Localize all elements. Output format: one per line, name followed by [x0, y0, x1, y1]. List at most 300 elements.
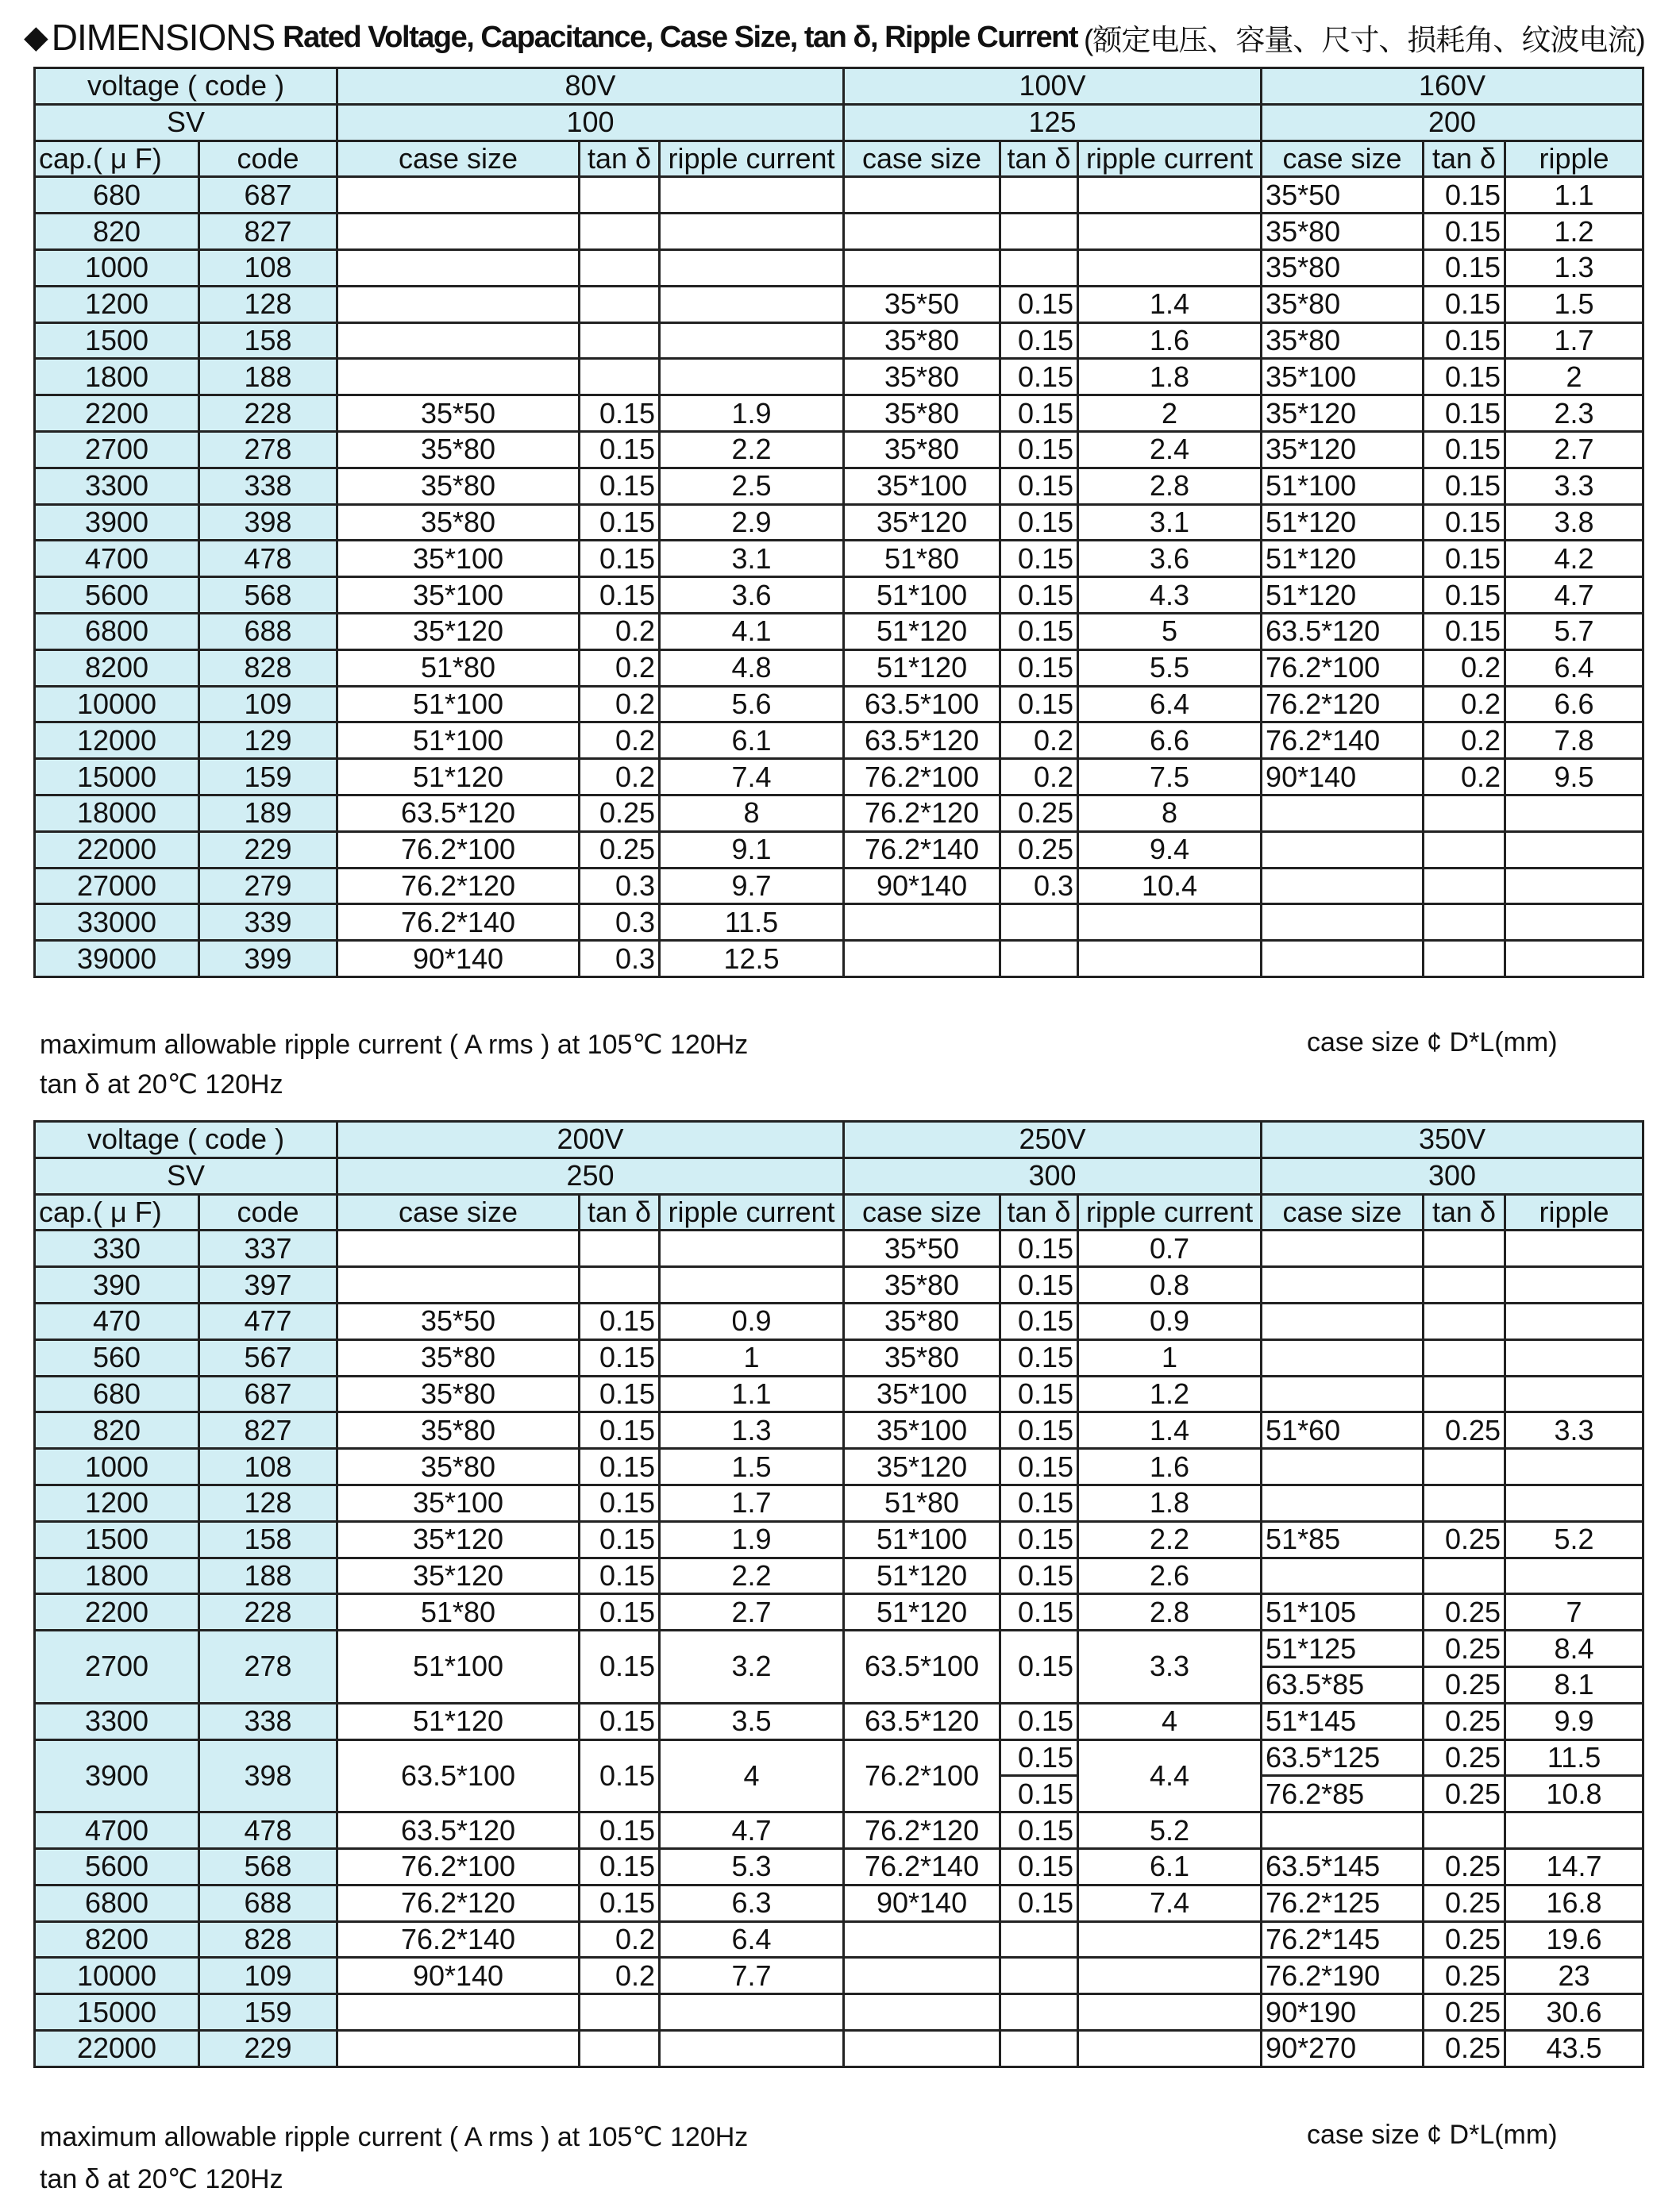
code: 567 — [199, 1339, 337, 1376]
code: 109 — [199, 686, 337, 722]
tan-c — [1424, 1558, 1505, 1594]
tan-c: 0.25 — [1424, 1848, 1505, 1885]
ripple-a: 1.1 — [660, 1376, 844, 1412]
table-row — [35, 941, 1643, 977]
ripple-a — [660, 1231, 844, 1267]
table-row — [35, 577, 1643, 614]
case-size-b: 35*80 — [844, 1303, 1000, 1339]
case-size-c — [1262, 1267, 1424, 1304]
ripple-c: 6.4 — [1505, 649, 1643, 686]
table-row — [35, 1885, 1643, 1921]
cap-label: cap.( μ F) — [35, 1194, 199, 1231]
capacitance: 5600 — [35, 577, 199, 614]
tan-b: 0.15 — [1000, 322, 1078, 359]
note-ripple-2: maximum allowable ripple current ( A rms ) at 105℃ 120Hz — [40, 2122, 749, 2152]
ripple-c: 1.3 — [1505, 249, 1643, 286]
case-size-b: 63.5*100 — [844, 686, 1000, 722]
case-size-b: 76.2*100 — [844, 759, 1000, 795]
table-row — [35, 904, 1643, 941]
case-size-a: 35*120 — [337, 1521, 580, 1558]
tan-c — [1424, 795, 1505, 831]
case-size-a — [337, 1994, 580, 2031]
ripple-b: 8 — [1078, 795, 1262, 831]
tan-a: 0.15 — [580, 1485, 660, 1521]
ripple-b: 1.8 — [1078, 1485, 1262, 1521]
table-row — [35, 831, 1643, 868]
tan-a — [580, 214, 660, 250]
tan-c — [1424, 868, 1505, 904]
case-size-b: 35*100 — [844, 1412, 1000, 1449]
ripple-c — [1505, 1376, 1643, 1412]
case-size-b: 51*120 — [844, 613, 1000, 649]
ripple-c: 4.2 — [1505, 541, 1643, 577]
tan-c: 0.25 — [1424, 2030, 1505, 2067]
tan-a: 0.2 — [580, 686, 660, 722]
ripple-c — [1505, 1303, 1643, 1339]
code: 159 — [199, 759, 337, 795]
ripple-b: 0.9 — [1078, 1303, 1262, 1339]
code: 129 — [199, 722, 337, 759]
code: 229 — [199, 831, 337, 868]
case-size-b: 51*80 — [844, 541, 1000, 577]
capacitance: 470 — [35, 1303, 199, 1339]
case-size-c: 35*100 — [1262, 359, 1424, 395]
tan-c — [1424, 1267, 1505, 1304]
tan-b — [1000, 249, 1078, 286]
ripple-c: 3.3 — [1505, 468, 1643, 504]
tan-b: 0.25 — [1000, 795, 1078, 831]
code: 279 — [199, 868, 337, 904]
tan-c: 0.25 — [1424, 1666, 1505, 1703]
tan-b: 0.15 — [1000, 1594, 1078, 1631]
tan-a — [580, 286, 660, 322]
ripple-c — [1505, 1558, 1643, 1594]
case-size-c: 35*120 — [1262, 431, 1424, 468]
ripple-a: 5.3 — [660, 1848, 844, 1885]
header-row-sv — [35, 1158, 1643, 1194]
code: 477 — [199, 1303, 337, 1339]
tan-b: 0.15 — [1000, 1558, 1078, 1594]
case-size-a: 51*100 — [337, 686, 580, 722]
ripple-c: 1.1 — [1505, 177, 1643, 214]
ripple-a: 1.9 — [660, 1521, 844, 1558]
table-row — [35, 1958, 1643, 1994]
tan-a: 0.15 — [580, 1521, 660, 1558]
tan-c: 0.25 — [1424, 1885, 1505, 1921]
column-header-8: ripple — [1505, 1194, 1643, 1231]
ripple-c: 16.8 — [1505, 1885, 1643, 1921]
ripple-a: 6.1 — [660, 722, 844, 759]
ripple-a — [660, 1267, 844, 1304]
column-header-5: ripple current — [1078, 141, 1262, 177]
ripple-b: 7.4 — [1078, 1885, 1262, 1921]
case-size-a — [337, 1267, 580, 1304]
case-size-c — [1262, 941, 1424, 977]
case-size-b: 51*120 — [844, 1594, 1000, 1631]
code: 828 — [199, 649, 337, 686]
case-size-b: 76.2*140 — [844, 831, 1000, 868]
table-row — [35, 759, 1643, 795]
case-size-b: 76.2*100 — [844, 1739, 1000, 1812]
case-size-c — [1262, 1558, 1424, 1594]
code: 108 — [199, 1449, 337, 1485]
case-size-c — [1262, 1303, 1424, 1339]
case-size-c: 35*50 — [1262, 177, 1424, 214]
tan-c: 0.15 — [1424, 249, 1505, 286]
tan-c: 0.2 — [1424, 649, 1505, 686]
note-case-size-1: case size ¢ D*L(mm) — [1307, 1027, 1558, 1057]
ripple-b: 2.6 — [1078, 1558, 1262, 1594]
ripple-b: 10.4 — [1078, 868, 1262, 904]
ripple-c — [1505, 868, 1643, 904]
code: 278 — [199, 1631, 337, 1704]
table-row — [35, 359, 1643, 395]
ripple-c: 8.4 — [1505, 1631, 1643, 1667]
case-size-c — [1262, 868, 1424, 904]
code: 158 — [199, 322, 337, 359]
tan-a: 0.15 — [580, 504, 660, 541]
capacitance: 820 — [35, 1412, 199, 1449]
ripple-b — [1078, 1958, 1262, 1994]
ripple-c — [1505, 831, 1643, 868]
tan-b: 0.15 — [1000, 1376, 1078, 1412]
case-size-c — [1262, 1231, 1424, 1267]
code: 109 — [199, 1958, 337, 1994]
capacitance: 3900 — [35, 504, 199, 541]
tan-a: 0.15 — [580, 431, 660, 468]
ripple-a: 2.2 — [660, 1558, 844, 1594]
ripple-a: 3.2 — [660, 1631, 844, 1704]
case-size-a: 35*120 — [337, 613, 580, 649]
ripple-a: 9.1 — [660, 831, 844, 868]
case-size-b: 35*80 — [844, 395, 1000, 432]
case-size-a — [337, 177, 580, 214]
capacitance: 8200 — [35, 649, 199, 686]
ripple-b: 0.8 — [1078, 1267, 1262, 1304]
ripple-c: 10.8 — [1505, 1776, 1643, 1812]
tan-c: 0.15 — [1424, 431, 1505, 468]
ripple-c: 1.5 — [1505, 286, 1643, 322]
capacitance: 10000 — [35, 686, 199, 722]
tan-a: 0.2 — [580, 613, 660, 649]
ripple-c — [1505, 1267, 1643, 1304]
ripple-c: 7 — [1505, 1594, 1643, 1631]
sv-label: SV — [35, 104, 337, 141]
table-row — [35, 541, 1643, 577]
ripple-a: 4.1 — [660, 613, 844, 649]
table-row — [35, 795, 1643, 831]
note-tan-1: tan δ at 20℃ 120Hz — [40, 1069, 283, 1100]
tan-a: 0.3 — [580, 868, 660, 904]
case-size-a — [337, 214, 580, 250]
column-header-2: ripple current — [660, 141, 844, 177]
tan-a: 0.2 — [580, 1958, 660, 1994]
case-size-b — [844, 1921, 1000, 1958]
tan-a: 0.15 — [580, 1848, 660, 1885]
tan-a — [580, 1267, 660, 1304]
column-header-1: tan δ — [580, 1194, 660, 1231]
ripple-c: 11.5 — [1505, 1739, 1643, 1776]
capacitance: 3300 — [35, 1703, 199, 1739]
capacitance: 1500 — [35, 322, 199, 359]
capacitance: 4700 — [35, 541, 199, 577]
case-size-a: 35*120 — [337, 1558, 580, 1594]
ripple-c: 2.3 — [1505, 395, 1643, 432]
capacitance: 560 — [35, 1339, 199, 1376]
voltage-label: voltage ( code ) — [35, 68, 337, 105]
code: 188 — [199, 1558, 337, 1594]
tan-b: 0.15 — [1000, 395, 1078, 432]
case-size-a: 35*50 — [337, 395, 580, 432]
case-size-b: 51*100 — [844, 1521, 1000, 1558]
tan-a: 0.15 — [580, 577, 660, 614]
tan-c: 0.25 — [1424, 1921, 1505, 1958]
tan-b — [1000, 177, 1078, 214]
tan-b: 0.15 — [1000, 359, 1078, 395]
case-size-a: 35*80 — [337, 1376, 580, 1412]
ripple-c — [1505, 904, 1643, 941]
ripple-a — [660, 249, 844, 286]
case-size-a: 35*100 — [337, 541, 580, 577]
tan-c: 0.25 — [1424, 1412, 1505, 1449]
table-row — [35, 722, 1643, 759]
case-size-a: 90*140 — [337, 1958, 580, 1994]
tan-b: 0.15 — [1000, 1231, 1078, 1267]
case-size-b: 35*100 — [844, 468, 1000, 504]
code: 687 — [199, 1376, 337, 1412]
ripple-b — [1078, 941, 1262, 977]
tan-c — [1424, 831, 1505, 868]
ripple-a: 4 — [660, 1739, 844, 1812]
table-row — [35, 1594, 1643, 1631]
ripple-a: 4.8 — [660, 649, 844, 686]
tan-b: 0.15 — [1000, 1812, 1078, 1849]
case-size-a: 35*80 — [337, 1412, 580, 1449]
case-size-b: 35*100 — [844, 1376, 1000, 1412]
case-size-a — [337, 322, 580, 359]
ripple-c: 19.6 — [1505, 1921, 1643, 1958]
note-tan-2: tan δ at 20℃ 120Hz — [40, 2164, 283, 2194]
column-header-8: ripple — [1505, 141, 1643, 177]
tan-c: 0.15 — [1424, 395, 1505, 432]
case-size-b: 51*120 — [844, 1558, 1000, 1594]
table-row — [35, 1412, 1643, 1449]
tan-a: 0.2 — [580, 1921, 660, 1958]
ripple-c: 23 — [1505, 1958, 1643, 1994]
tan-b: 0.15 — [1000, 431, 1078, 468]
tan-b: 0.15 — [1000, 541, 1078, 577]
tan-c: 0.25 — [1424, 1594, 1505, 1631]
case-size-a: 51*120 — [337, 759, 580, 795]
ripple-b: 2.4 — [1078, 431, 1262, 468]
code: 828 — [199, 1921, 337, 1958]
case-size-c: 51*125 — [1262, 1631, 1424, 1667]
case-size-c: 51*145 — [1262, 1703, 1424, 1739]
case-size-c: 63.5*120 — [1262, 613, 1424, 649]
code: 159 — [199, 1994, 337, 2031]
table-row — [35, 395, 1643, 432]
code: 827 — [199, 214, 337, 250]
table-row — [35, 1703, 1643, 1739]
case-size-c: 35*120 — [1262, 395, 1424, 432]
ripple-c — [1505, 1231, 1643, 1267]
tan-c: 0.2 — [1424, 686, 1505, 722]
ripple-c: 1.7 — [1505, 322, 1643, 359]
code: 278 — [199, 431, 337, 468]
table-row — [35, 2030, 1643, 2067]
code: 688 — [199, 613, 337, 649]
sv-1: 300 — [844, 1158, 1262, 1194]
capacitance: 820 — [35, 214, 199, 250]
ripple-a: 3.6 — [660, 577, 844, 614]
tan-c: 0.15 — [1424, 541, 1505, 577]
sv-1: 125 — [844, 104, 1262, 141]
code: 188 — [199, 359, 337, 395]
ripple-c — [1505, 795, 1643, 831]
code: 398 — [199, 504, 337, 541]
capacitance: 1200 — [35, 1485, 199, 1521]
capacitance: 1800 — [35, 1558, 199, 1594]
title-subtitle: Rated Voltage, Capacitance, Case Size, tan δ, Ripple Current — [283, 20, 1077, 54]
ripple-a: 2.7 — [660, 1594, 844, 1631]
case-size-c — [1262, 1485, 1424, 1521]
ripple-b: 1.4 — [1078, 286, 1262, 322]
ripple-b — [1078, 1921, 1262, 1958]
table-row — [35, 177, 1643, 214]
tan-b: 0.15 — [1000, 686, 1078, 722]
code: 338 — [199, 1703, 337, 1739]
case-size-b — [844, 249, 1000, 286]
ripple-c: 6.6 — [1505, 686, 1643, 722]
capacitance: 2700 — [35, 1631, 199, 1704]
tan-b: 0.3 — [1000, 868, 1078, 904]
ripple-a: 1 — [660, 1339, 844, 1376]
case-size-a: 51*100 — [337, 1631, 580, 1704]
code: 687 — [199, 177, 337, 214]
tan-c — [1424, 1485, 1505, 1521]
ripple-a: 6.3 — [660, 1885, 844, 1921]
case-size-a: 35*50 — [337, 1303, 580, 1339]
ripple-b: 6.1 — [1078, 1848, 1262, 1885]
capacitance: 5600 — [35, 1848, 199, 1885]
tan-a: 0.15 — [580, 1703, 660, 1739]
ripple-c: 1.2 — [1505, 214, 1643, 250]
table-row — [35, 1812, 1643, 1849]
case-size-a: 51*120 — [337, 1703, 580, 1739]
diamond-bullet-icon: ◆ — [24, 20, 48, 55]
column-header-7: tan δ — [1424, 1194, 1505, 1231]
tan-a — [580, 1994, 660, 2031]
case-size-c: 35*80 — [1262, 286, 1424, 322]
tan-c: 0.15 — [1424, 322, 1505, 359]
code: 688 — [199, 1885, 337, 1921]
ripple-b — [1078, 2030, 1262, 2067]
table-row — [35, 1521, 1643, 1558]
capacitance: 1000 — [35, 1449, 199, 1485]
tan-c: 0.15 — [1424, 468, 1505, 504]
header-row-voltage — [35, 1122, 1643, 1158]
tan-b: 0.15 — [1000, 577, 1078, 614]
case-size-a: 76.2*120 — [337, 868, 580, 904]
ripple-b: 1.8 — [1078, 359, 1262, 395]
ripple-b — [1078, 249, 1262, 286]
table-row — [35, 1994, 1643, 2031]
ripple-b: 5 — [1078, 613, 1262, 649]
code: 128 — [199, 286, 337, 322]
column-header-7: tan δ — [1424, 141, 1505, 177]
capacitance: 680 — [35, 177, 199, 214]
tan-a: 0.15 — [580, 1339, 660, 1376]
ripple-a — [660, 1994, 844, 2031]
case-size-c: 63.5*125 — [1262, 1739, 1424, 1776]
case-size-c: 76.2*85 — [1262, 1776, 1424, 1812]
ripple-c: 5.7 — [1505, 613, 1643, 649]
code: 228 — [199, 1594, 337, 1631]
case-size-c: 76.2*140 — [1262, 722, 1424, 759]
tan-a: 0.15 — [580, 468, 660, 504]
case-size-a: 76.2*100 — [337, 831, 580, 868]
capacitance: 330 — [35, 1231, 199, 1267]
header-row-columns — [35, 141, 1643, 177]
table-row — [35, 649, 1643, 686]
page-title — [24, 11, 1667, 64]
code: 228 — [199, 395, 337, 432]
column-header-4: tan δ — [1000, 141, 1078, 177]
tan-b: 0.15 — [1000, 1703, 1078, 1739]
tan-c — [1424, 1376, 1505, 1412]
ripple-b — [1078, 214, 1262, 250]
ripple-c: 3.3 — [1505, 1412, 1643, 1449]
case-size-b: 35*50 — [844, 1231, 1000, 1267]
table-row — [35, 1267, 1643, 1304]
table-row — [35, 1339, 1643, 1376]
case-size-c: 35*80 — [1262, 214, 1424, 250]
case-size-c — [1262, 1449, 1424, 1485]
tan-a — [580, 249, 660, 286]
capacitance: 27000 — [35, 868, 199, 904]
ripple-c: 4.7 — [1505, 577, 1643, 614]
case-size-c: 76.2*190 — [1262, 1958, 1424, 1994]
dimensions-table-2 — [33, 1120, 1644, 2068]
case-size-b: 63.5*120 — [844, 1703, 1000, 1739]
case-size-b: 63.5*100 — [844, 1631, 1000, 1704]
ripple-c — [1505, 941, 1643, 977]
tan-c: 0.2 — [1424, 722, 1505, 759]
tan-a: 0.15 — [580, 541, 660, 577]
table-row — [35, 1631, 1643, 1667]
tan-b: 0.15 — [1000, 1449, 1078, 1485]
tan-b: 0.15 — [1000, 1485, 1078, 1521]
capacitance: 6800 — [35, 1885, 199, 1921]
code: 229 — [199, 2030, 337, 2067]
ripple-c — [1505, 1339, 1643, 1376]
table-row — [35, 1485, 1643, 1521]
ripple-a: 1.3 — [660, 1412, 844, 1449]
ripple-c: 8.1 — [1505, 1666, 1643, 1703]
tan-a: 0.15 — [580, 1739, 660, 1812]
case-size-c: 51*120 — [1262, 541, 1424, 577]
ripple-a: 12.5 — [660, 941, 844, 977]
tan-a: 0.15 — [580, 395, 660, 432]
case-size-b — [844, 1994, 1000, 2031]
case-size-c: 51*85 — [1262, 1521, 1424, 1558]
code: 108 — [199, 249, 337, 286]
case-size-b: 90*140 — [844, 868, 1000, 904]
case-size-c: 35*80 — [1262, 322, 1424, 359]
capacitance: 6800 — [35, 613, 199, 649]
note-ripple-1: maximum allowable ripple current ( A rms ) at 105℃ 120Hz — [40, 1030, 749, 1060]
tan-c: 0.25 — [1424, 1739, 1505, 1776]
